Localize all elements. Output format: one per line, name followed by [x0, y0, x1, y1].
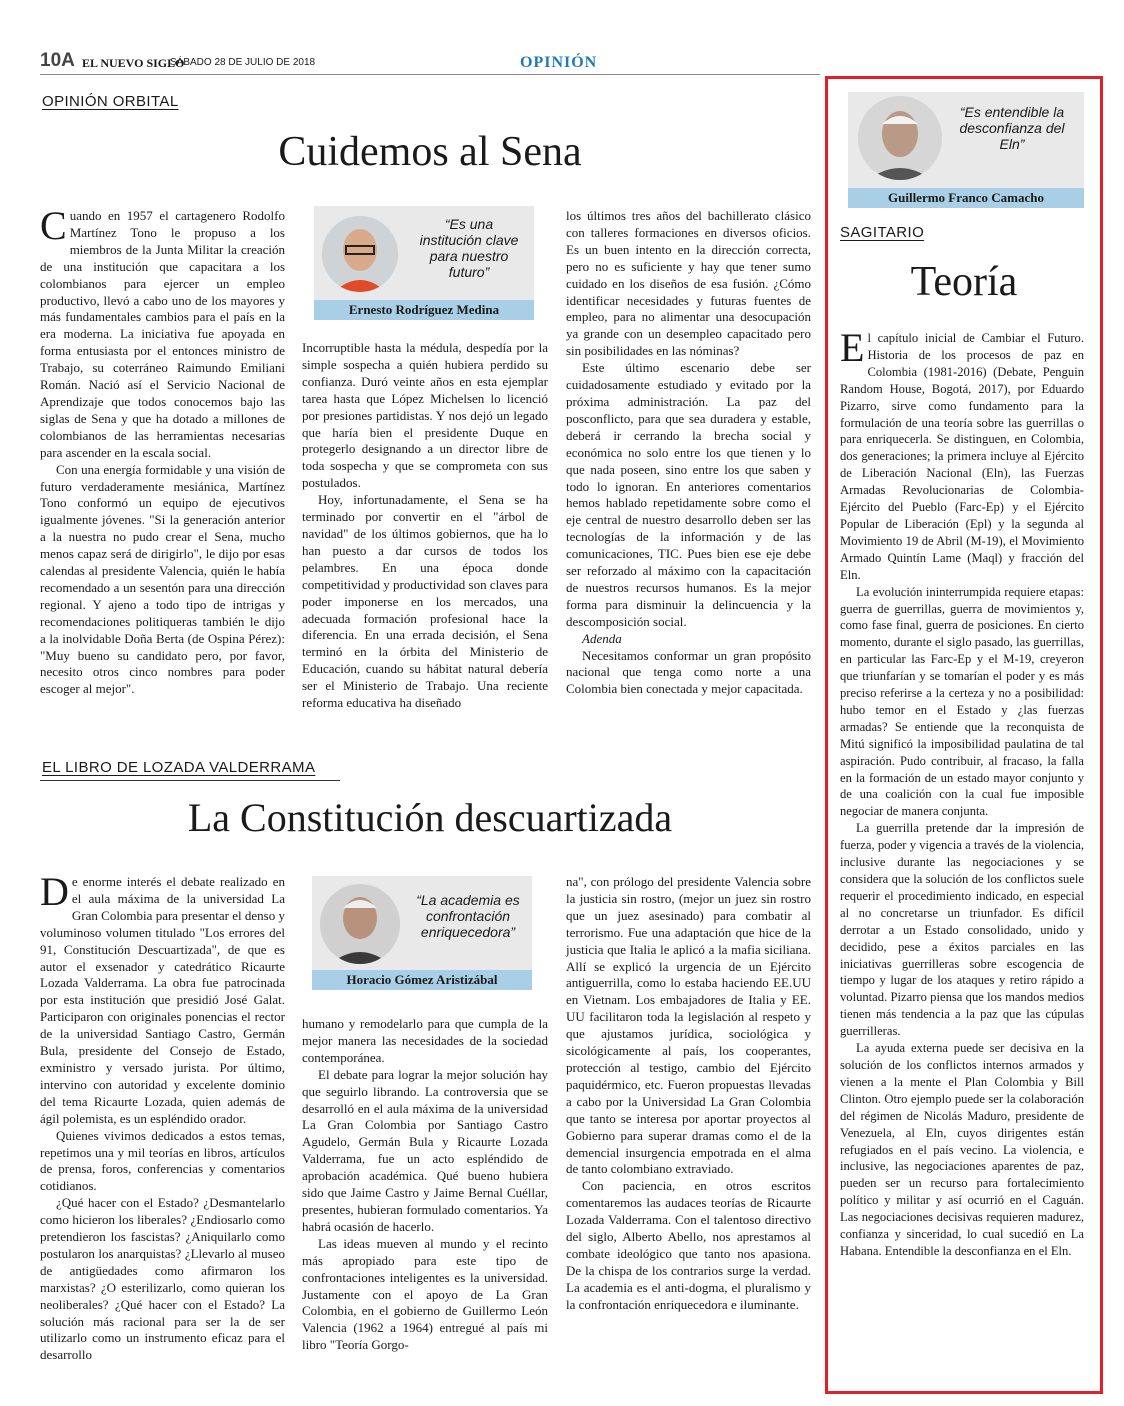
article2-quote-box	[312, 876, 532, 990]
article1-adenda: Adenda	[582, 630, 622, 646]
article2-p2: Quienes vivimos dedicados a estos temas, repetimos una y mil teorías en libros, artículos de prensa, foros, conferencias y comentarios cotidianos.	[40, 1127, 285, 1194]
article1-author: Ernesto Rodríguez Medina	[314, 300, 534, 320]
article1-p5: los últimos tres años del bachillerato clásico con talleres formaciones en diversos oficios. Es un buen intento en la dirección correcta, pero no es suficiente y hay que tener sumo cuidado en los diseños de esa fusión. ¿Cómo identificar necesidades y futuras fuentes de empleo, para no alimentar una desocupación ya grande con un desempleo capacitado pero sin posibilidades en las nóminas?	[566, 208, 811, 359]
portrait-icon	[858, 96, 942, 180]
article1-kicker: OPINIÓN ORBITAL	[42, 93, 179, 110]
article3-quote: “Es entendible la desconfianza del Eln”	[959, 104, 1065, 152]
article3-p1: l capítulo inicial de Cambiar el Futuro. Historia de los procesos de paz en Colombia (1981-2016) (Debate, Penguin Random House, Bogotá, 2017), por Eduardo Pizarro, sirve como fundamento para la formulación de una teoría sobre las guerrillas o para enriquecerla. Se distinguen, en Colombia, dos generaciones; la primera incluye al Ejército de Liberación Nacional (Eln), las Fuerzas Armadas Revolucionarias de Colombia- Ejército del Pueblo (Farc-Ep) y el Ejército Popular de Liberación (Epl) y la segunda al Movimiento 19 de Abril (M-19), el Movimiento Armado Quintín Lame (Maql) y fracción del Eln.	[840, 331, 1084, 582]
article2-kicker: EL LIBRO DE LOZADA VALDERRAMA	[42, 759, 316, 776]
section-name: OPINIÓN	[520, 54, 598, 71]
article3-p3: La guerrilla pretende dar la impresión de fuerza, poder y vigencia a través de la violencia, inclusive durante las negociaciones y se considera que la solución de los conflictos suele requerir el procedimiento indicado, en especial al no concretarse un triunfador. Es difícil derrotar a un Estado consolidado, unido y decidido, pese a éxitos parciales en las iniciativas guerrilleras sobre escogencia de tiempo y lugar de los ataques y retiro rápido a voluntad. Pizarro piensa que los mandos medios tienen más tendencia a la paz que las cúpulas guerrilleras.	[840, 821, 1084, 1039]
article1-title: Cuidemos al Sena	[278, 129, 582, 175]
article2-p6: Las ideas mueven al mundo y el recinto más apropiado para este tipo de confrontaciones inteligentes es la universidad. Justamente con el apoyo de La Gran Colombia, en el gobierno de Guillermo León Valencia (1962 a 1964) entregué al país mi libro "Teoría Gorgo-	[302, 1235, 548, 1353]
article2-p8: Con paciencia, en otros escritos comentaremos las audaces teorías de Ricaurte Lozada Valderrama. Con el talentoso directivo del siglo, Alberto Abello, nos aprestamos al combate ideológico que tanto nos apasiona. De la chispa de los contrarios surge la verdad. La academia es el anti-dogma, el pluralismo y la confrontación enriquecedora e iluminante.	[566, 1178, 811, 1312]
article3-quote-box	[848, 92, 1084, 208]
article2-rule	[40, 780, 340, 781]
article1-p4: Hoy, infortunadamente, el Sena se ha terminado por convertir en el "árbol de navidad" de los últimos gobiernos, que ha lo han puesto a dar cursos de todos los pelambres. En una época donde competitividad y productividad son claves para poder imponerse en los mercados, una adecuada formación profesional hace la diferencia. En una errada decisión, el Sena terminó en la órbita del Ministerio de Educación, cuando su hábitat natural debería ser el Ministerio de Trabajo. Una reciente reforma educativa ha diseñado	[302, 492, 548, 711]
article1-p1: uando en 1957 el cartagenero Rodolfo Martínez Tono le propuso a los miembros de la Junta Militar la creación de una institución que capacitara a los colombianos para ejercer un empleo productivo, llevó a cabo uno de los mayores y más fundamentales cambios para el país en la era moderna. La iniciativa fue apoyada en forma entusiasta por el entonces ministro de Trabajo, su coterráneo Raimundo Emiliani Román. Nació así el Servicio Nacional de Aprendizaje que todos conocemos bajo las siglas de Sena y que ha dotado a millones de colombianos de las herramientas necesarias para ascender en la escala social.	[40, 208, 285, 460]
article2-p3: ¿Qué hacer con el Estado? ¿Desmantelarlo como hicieron los liberales? ¿Endiosarlo como pretendieron los fascistas? ¿Aniquilarlo como postularon los anarquistas? ¿Llevarlo al museo de antigüedades como afirmaron los marxistas? ¿O esterilizarlo, como quieran los neoliberales? ¿Qué hacer con el Estado? La solución más racional para ser la de ser utilizarlo como un instrumento eficaz para el desarrollo	[40, 1195, 285, 1363]
article1-p7: Necesitamos conformar un gran propósito nacional que tenga como norte a una Colombia bien conectada y mejor capacitada.	[566, 647, 811, 697]
article2-author: Horacio Gómez Aristizábal	[312, 970, 532, 990]
newspaper-name: EL NUEVO SIGLO	[82, 56, 185, 70]
page-header	[40, 50, 1100, 74]
article3-title: Teoría	[910, 259, 1018, 305]
article1-quote: “Es una institución clave para nuestro futuro”	[419, 216, 519, 280]
article2-col2	[302, 1016, 548, 1354]
article1-col2	[302, 340, 548, 712]
article2-p7: na", con prólogo del presidente Valencia sobre la justicia sin rostro, (mejor un juez sin rostro que un juez asesinado) para combatir al terrorismo. Fue una adaptación que hice de la justicia que Italia le aplicó a la mafia siciliana. Allí se explicó la urgencia de un Ejército antiguerrilla, como lo estaba haciendo EE.UU en Vietnam. Los embajadores de Italia y EE. UU facilitaron toda la legislación al respeto y que ajustamos jurídica, sociológica y sicológicamente al país, los cooperantes, protección al testigo, cambio del Ejército paquidérmico, etc. Fueron propuestas llevadas a cabo por la Universidad La Gran Colombia que tanto se interesa por aportar proyectos al Gobierno para superar dramas como el de la demencial insurgencia empotrada en el alma de tanto colombiano extraviado.	[566, 874, 811, 1177]
author-photo	[322, 216, 398, 292]
page-number: 10A	[40, 50, 75, 71]
article2-p4: humano y remodelarlo para que cumpla de la mejor manera las necesidades de la sociedad contemporánea.	[302, 1016, 548, 1065]
article3-p4: La ayuda externa puede ser decisiva en la solución de los conflictos internos armados y vienen a la mente el Plan Colombia y Bill Clinton. Otro ejemplo puede ser la colaboración del régimen de Nicolás Maduro, presidente de Venezuela, al Eln, cuyos dirigentes están refugiados en el país vecino. La violencia, e inclusive, las negociaciones aparentes de paz, pueden ser un recurso para fortalecimiento político y militar y así ocurrió en el Caguán. Las negociaciones decisivas requieren madurez, confianza y sinceridad, lo cual sucedió en La Habana. Entendible la desconfianza en el Eln.	[840, 1041, 1084, 1258]
article1-p6: Este último escenario debe ser cuidadosamente estudiado y evitado por la próxima administración. La paz del posconflicto, para que sea duradera y estable, deberá ir cerrando la brecha social y económica no solo entre los que tienen y lo que nada poseen, sino entre los que saben y todo lo ignoran. En anteriores comentarios hemos hablado repetidamente sobre como el eje central de nuestro desarrollo deben ser las tecnologías de la información y de las comunicaciones, TIC. Pues bien ese eje debe ser reforzado al máximo con la capacitación de nuestros recursos humanos. Es la mejor forma para disminuir la delincuencia y la descomposición social.	[566, 360, 811, 629]
article3-body: El capítulo inicial de Cambiar el Futuro. Historia de los procesos de paz en Colombia (1981-2016) (Debate, Penguin Random House, Bogotá, 2017), por Eduardo Pizarro, sirve como fundamento para la formulación de una teoría sobre las guerrillas o para enriquecerla. Se distinguen, en Colombia, dos generaciones; la primera incluye al Ejército de Liberación Nacional (Eln), las Fuerzas Armadas Revolucionarias de Colombia- Ejército del Pueblo (Farc-Ep) y el Ejército Popular de Liberación (Epl) y la segunda al Movimiento 19 de Abril (M-19), el Movimiento Armado Quintín Lame (Maql) y fracción del Eln. La evolución ininterrumpida requiere etapas: guerra de guerrillas, guerra de movimientos y, como fase final, guerra de posiciones. En cierto momento, durante el siglo pasado, las guerrillas, en particular las Farc-Ep y el M-19, creyeron que triunfarían y se tomarían el poder y es más preciso referirse a la certeza y no a posibilidad: hubo temor en el Estado y ¿las fuerzas armadas? Se entiende que la reconquista de Mitú significó la imposibilidad paulatina de tal aspiración. Pudo contribuir, al fracaso, la falla en la formación de un estado mayor conjunto y de una coalición con la cual fue imposible negociar de manera conjunta. La guerrilla pretende dar la impresión de fuerza, poder y vigencia a través de la violencia, inclusive durante las negociaciones y se considera que la solución de los conflictos suele requerir el procedimiento indicado, en especial al no concretarse un triunfador. Es difícil derrotar a un Estado consolidado, unido y decidido, pese a éxitos parciales en las iniciativas guerrilleras sobre escogencia de tiempo y lugar de los ataques y retiro rápido a voluntad. Pizarro piensa que los mandos medios tienen más tendencia a la paz que las cúpulas guerrilleras. La ayuda externa puede ser decisiva en la solución de los conflictos internos armados y vienen a la mente el Plan Colombia y Bill Clinton. Otro ejemplo puede ser la colaboración del régimen de Nicolás Maduro, presidente de Venezuela, al Eln, cuyos dirigentes están refugiados en el país vecino. La violencia, e inclusive, las negociaciones aparentes de paz, pueden ser un recurso para fortalecimiento político y militar y así ocurrió en el Caguán. Las negociaciones decisivas requieren madurez, confianza y sinceridad, lo cual sucedió en La Habana. Entendible la desconfianza en el Eln.	[840, 325, 1084, 1258]
issue-date: SÁBADO 28 DE JULIO DE 2018	[170, 57, 316, 68]
article1-col1: Cuando en 1957 el cartagenero Rodolfo Martínez Tono le propuso a los miembros de la Junta Militar la creación de una institución que capacitara a los colombianos para ejercer un empleo productivo, llevó a cabo uno de los mayores y más fundamentales cambios para el país en la era moderna. La iniciativa fue apoyada en forma entusiasta por el entonces ministro de Trabajo, su coterráneo Raimundo Emiliani Román. Nació así el Servicio Nacional de Aprendizaje que todos conocemos bajo las siglas de Sena y que ha dotado a millones de colombianos de las herramientas necesarias para ascender en la escala social. Con una energía formidable y una visión de futuro verdaderamente mesiánica, Martínez Tono conformó un equipo de ejecutivos igualmente jóvenes. "Si la generación anterior a la nuestra no pudo crear el Sena, mucho menos capaz será de dirigirlo", le dijo por esas calendas al presidente Valencia, quién le había recomendado a un sesentón para una dirección regional. Y ajeno a todo tipo de intrigas y recomendaciones politiqueras también le dijo a la inolvidable Doña Berta (de Ospina Pérez): "Muy bueno su candidato pero, por favor, necesito otros cinco nombres para poder escoger al mejor".	[40, 203, 285, 697]
article2-p1: e enorme interés el debate realizado en el aula máxima de la universidad La Gran Colombia para presentar el denso y voluminoso volumen titulado "Los errores del 91, Constitución Descuartizada", de que es autor el exsenador y catedrático Ricaurte Lozada Valderrama. La obra fue patrocinada por esta institución que presidió José Galat. Participaron con originales ponencias el rector de la universidad Santiago Castro, Germán Bula, presidente del Consejo de Estado, exministro y versado jurista. Por último, intervino con autoridad y excelente dominio del tema Ricaurte Lozada, quien además de ágil polemista, es un espléndido orador.	[40, 874, 285, 1126]
header-rule	[40, 74, 820, 75]
article3-author: Guillermo Franco Camacho	[848, 188, 1084, 208]
article1-col3	[566, 208, 811, 698]
article1-p3: Incorruptible hasta la médula, despedía por la simple sospecha a quién hubiera perdido su confianza. Duró veinte años en esta ejemplar tarea hasta que López Michelsen lo licenció por presiones partidistas. Y nos dejó un legado que haría bien el presidente Duque en protegerlo designando a un director libre de toda sospecha y que se comprometa con sus postulados.	[302, 340, 548, 491]
article3-p2: La evolución ininterrumpida requiere etapas: guerra de guerrillas, guerra de movimientos y, como fase final, guerra de posiciones. En cierto momento, durante el siglo pasado, las guerrillas, en particular las Farc-Ep y el M-19, creyeron que triunfarían y se tomarían el poder y es más preciso referirse a la certeza y no a posibilidad: hubo temor en el Estado y ¿las fuerzas armadas? Se entiende que la reconquista de Mitú significó la imposibilidad paulatina de tal aspiración. Pudo contribuir, al fracaso, la falla en la formación de un estado mayor conjunto y de una coalición con la cual fue imposible negociar de manera conjunta.	[840, 584, 1084, 819]
article3-kicker: SAGITARIO	[840, 224, 925, 241]
article2-quote: “La academia es confrontación enriquecedora”	[416, 892, 520, 940]
portrait-icon	[320, 884, 400, 964]
portrait-icon	[322, 216, 398, 292]
article1-quote-box	[314, 206, 534, 320]
article1-p2: Con una energía formidable y una visión de futuro verdaderamente mesiánica, Martínez Tono conformó un equipo de ejecutivos igualmente jóvenes. "Si la generación anterior a la nuestra no pudo crear el Sena, mucho menos capaz será de dirigirlo", le dijo por esas calendas al presidente Valencia, quién le había recomendado a un sesentón para una dirección regional. Y ajeno a todo tipo de intrigas y recomendaciones politiqueras también le dijo a la inolvidable Doña Berta (de Ospina Pérez): "Muy bueno su candidato pero, por favor, necesito otros cinco nombres para poder escoger al mejor".	[40, 461, 285, 697]
article2-title: La Constitución descuartizada	[187, 795, 673, 840]
article2-col3	[566, 874, 811, 1314]
author-photo	[858, 96, 942, 180]
article2-p5: El debate para lograr la mejor solución hay que seguirlo librando. La controversia que se desarrolló en el aula máxima de la universidad La Gran Colombia por Santiago Castro Agudelo, Germán Bula y Ricaurte Lozada Valderrama, fue un acto espléndido de aprobación académica. Qué bueno hubiera sido que Jaime Castro y Jaime Bernal Cuéllar, presentes, hubieran formulado comentarios. Ya habrá ocasión de hacerlo.	[302, 1066, 548, 1234]
article2-col1: De enorme interés el debate realizado en el aula máxima de la universidad La Gran Colombia para presentar el denso y voluminoso volumen titulado "Los errores del 91, Constitución Descuartizada", de que es autor el exsenador y catedrático Ricaurte Lozada Valderrama. La obra fue patrocinada por esta institución que presidió José Galat. Participaron con originales ponencias el rector de la universidad Santiago Castro, Germán Bula, presidente del Consejo de Estado, exministro y versado jurista. Por último, intervino con autoridad y excelente dominio del tema Ricaurte Lozada, quien además de ágil polemista, es un espléndido orador. Quienes vivimos dedicados a estos temas, repetimos una y mil teorías en libros, artículos de prensa, foros, conferencias y comentarios cotidianos. ¿Qué hacer con el Estado? ¿Desmantelarlo como hicieron los liberales? ¿Endiosarlo como pretendieron los fascistas? ¿Aniquilarlo como postularon los anarquistas? ¿Llevarlo al museo de antigüedades como afirmaron los marxistas? ¿O esterilizarlo, como quieran los neoliberales? ¿Qué hacer con el Estado? La solución más racional para ser la de ser utilizarlo como un instrumento eficaz para el desarrollo	[40, 869, 285, 1363]
author-photo	[320, 884, 400, 964]
